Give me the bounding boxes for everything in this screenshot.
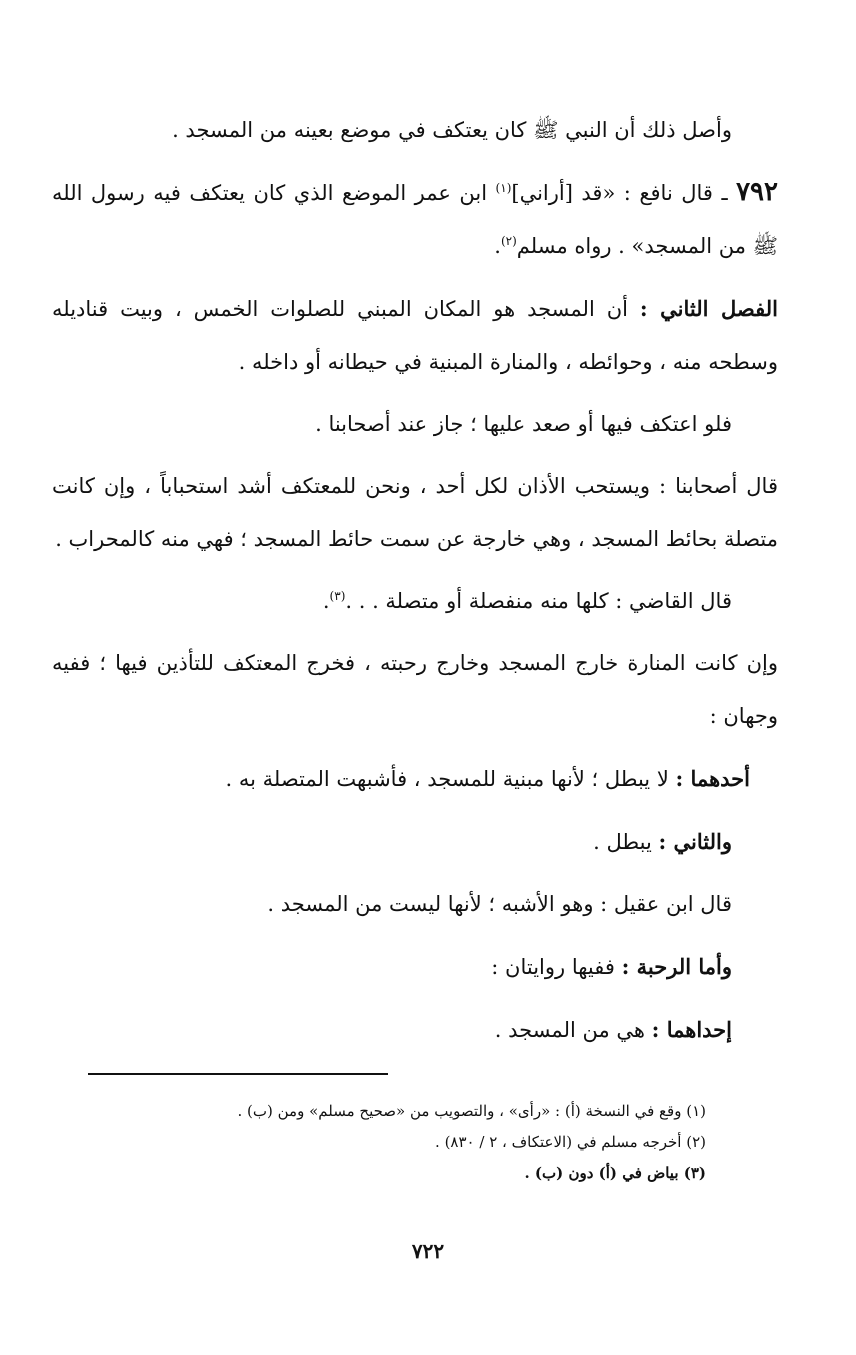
page-number: ٧٢٢	[411, 1239, 445, 1263]
paragraph-text: قال أصحابنا : ويستحب الأذان لكل أحد ، ونحن للمعتكف أشد استحباباً ، وإن كانت متصلة بحائط المسجد ، وهي خارجة عن سمت حائط المسجد ؛ فهي منه كالمحراب .	[52, 474, 778, 551]
term-heading: وأما الرحبة :	[621, 954, 732, 979]
paragraph-text: يبطل .	[593, 830, 659, 854]
paragraph-if-itikaf	[52, 398, 778, 451]
footnotes	[60, 1096, 706, 1189]
section-heading: الفصل الثاني :	[639, 296, 779, 321]
paragraph-first-view	[52, 752, 778, 806]
paragraph-text: ففيها روايتان :	[491, 955, 622, 979]
paragraph-text-end: .	[494, 234, 501, 258]
paragraph-text: ـ قال نافع : «قد [أراني]	[511, 181, 728, 205]
paragraph-hadith-792	[52, 166, 778, 273]
paragraph-rahba	[52, 940, 778, 994]
paragraph-ibn-aqil	[52, 878, 778, 931]
paragraph-text: قال القاضي : كلها منه منفصلة أو متصلة . . .	[345, 589, 732, 613]
main-text	[52, 104, 778, 1066]
paragraph-qadi	[52, 575, 778, 628]
footnote-2: (٢) أخرجه مسلم في (الاعتكاف ، ٢ / ٨٣٠) .	[435, 1133, 706, 1151]
paragraph-text: أن المسجد هو المكان المبني للصلوات الخمس ، وبيت قناديله وسطحه منه ، وحوائطه ، والمنارة المبنية في حيطانه أو داخله .	[52, 297, 778, 374]
footnote-divider	[88, 1073, 388, 1075]
term-heading: أحدهما :	[675, 766, 750, 791]
footnote-3: (٣) بياض في (أ) دون (ب) .	[524, 1164, 706, 1182]
hadith-number: ٧٩٢	[736, 177, 778, 207]
term-heading: والثاني :	[658, 829, 732, 854]
paragraph-text-cont: ابن عمر الموضع الذي كان يعتكف فيه رسول الله ﷺ من المسجد» . رواه مسلم	[52, 181, 778, 258]
paragraph-origin	[52, 104, 778, 157]
footnote-ref-3: (٣)	[329, 589, 346, 603]
paragraph-text: لا يبطل ؛ لأنها مبنية للمسجد ، فأشبهت المتصلة به .	[225, 767, 676, 791]
paragraph-text: وإن كانت المنارة خارج المسجد وخارج رحبته ، فخرج المعتكف للتأذين فيها ؛ ففيه وجهان :	[52, 651, 778, 728]
paragraph-second-view	[52, 815, 778, 869]
paragraph-text: قال ابن عقيل : وهو الأشبه ؛ لأنها ليست من المسجد .	[267, 892, 732, 916]
footnote-1: (١) وقع في النسخة (أ) : «رأى» ، والتصويب من «صحيح مسلم» ومن (ب) .	[237, 1102, 706, 1120]
paragraph-text: هي من المسجد .	[494, 1018, 652, 1042]
footnote-ref-2: (٢)	[500, 234, 517, 248]
paragraph-text: فلو اعتكف فيها أو صعد عليها ؛ جاز عند أصحابنا .	[315, 412, 732, 436]
term-heading: إحداهما :	[651, 1017, 732, 1042]
paragraph-minaret-outside	[52, 637, 778, 743]
paragraph-section-two	[52, 282, 778, 389]
paragraph-one-of-them	[52, 1003, 778, 1057]
paragraph-text: وأصل ذلك أن النبي ﷺ كان يعتكف في موضع بعينه من المسجد .	[172, 118, 732, 142]
paragraph-companions	[52, 460, 778, 566]
footnote-ref-1: (١)	[495, 181, 512, 195]
paragraph-text-end: .	[322, 589, 330, 613]
